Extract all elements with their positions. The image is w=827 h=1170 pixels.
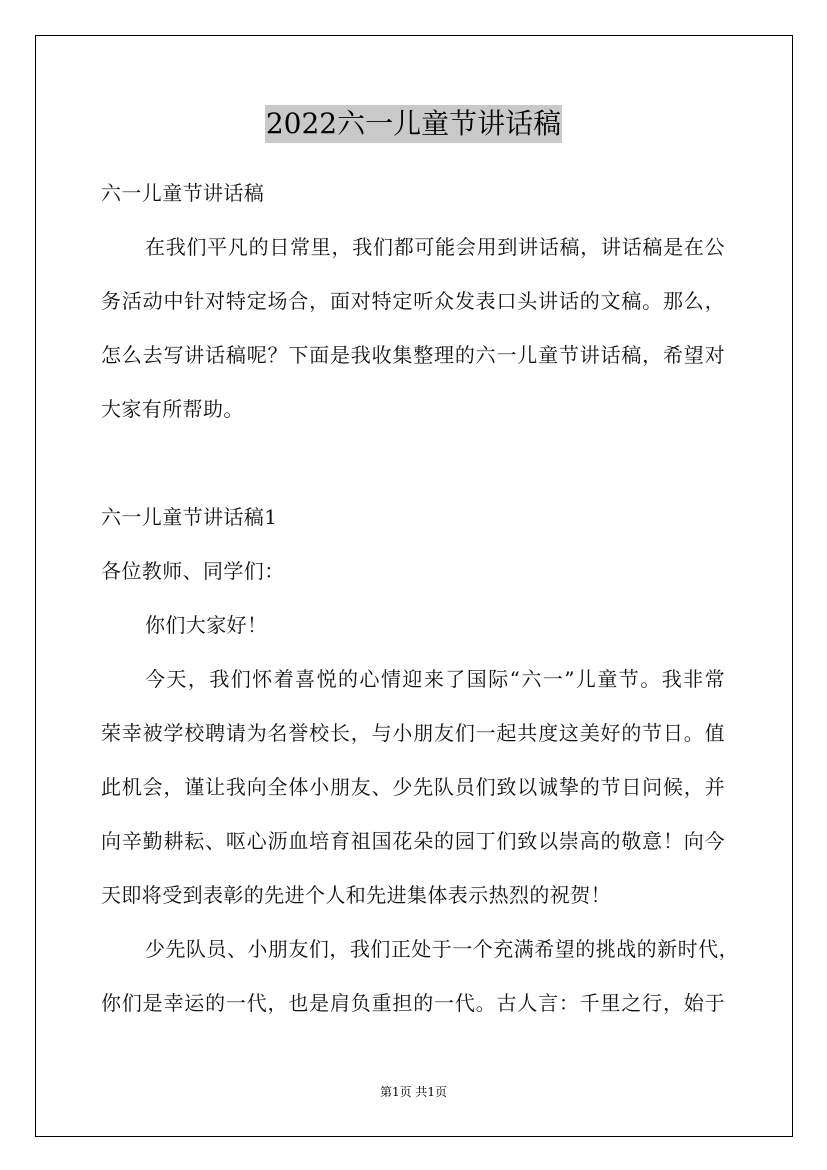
- blank-line: [101, 436, 725, 490]
- intro-paragraph-line: 大家有所帮助。: [101, 397, 244, 421]
- paragraph-line: 你们是幸运的一代，也是肩负重担的一代。古人言：千里之行，始于: [101, 991, 725, 1015]
- paragraph-line: 少先队员、小朋友们，我们正处于一个充满希望的挑战的新时代，: [145, 937, 739, 961]
- section-heading: 六一儿童节讲话稿1: [101, 505, 278, 529]
- greeting: 你们大家好！: [145, 613, 268, 637]
- intro-heading: 六一儿童节讲话稿: [101, 181, 265, 205]
- document-body: [101, 166, 739, 1030]
- paragraph-line: 今天，我们怀着喜悦的心情迎来了国际“六一”儿童节。我非常: [145, 667, 725, 691]
- page-footer: 第1页 共1页: [379, 1085, 448, 1099]
- document-title: 2022六一儿童节讲话稿: [265, 105, 562, 143]
- paragraph-line: 天即将受到表彰的先进个人和先进集体表示热烈的祝贺！: [101, 883, 611, 907]
- paragraph-line: 此机会，谨让我向全体小朋友、少先队员们致以诚挚的节日问候，并: [101, 775, 725, 799]
- intro-paragraph-line: 怎么去写讲话稿呢？下面是我收集整理的六一儿童节讲话稿，希望对: [101, 343, 725, 367]
- intro-paragraph-line: 在我们平凡的日常里，我们都可能会用到讲话稿，讲话稿是在公: [145, 235, 725, 259]
- paragraph-line: 向辛勤耕耘、呕心沥血培育祖国花朵的园丁们致以崇高的敬意！向今: [101, 829, 725, 853]
- title-row: [0, 105, 827, 143]
- paragraph-line: 荣幸被学校聘请为名誉校长，与小朋友们一起共度这美好的节日。值: [101, 721, 725, 745]
- intro-paragraph-line: 务活动中针对特定场合，面对特定听众发表口头讲话的文稿。那么，: [101, 289, 725, 313]
- salutation: 各位教师、同学们：: [101, 559, 285, 583]
